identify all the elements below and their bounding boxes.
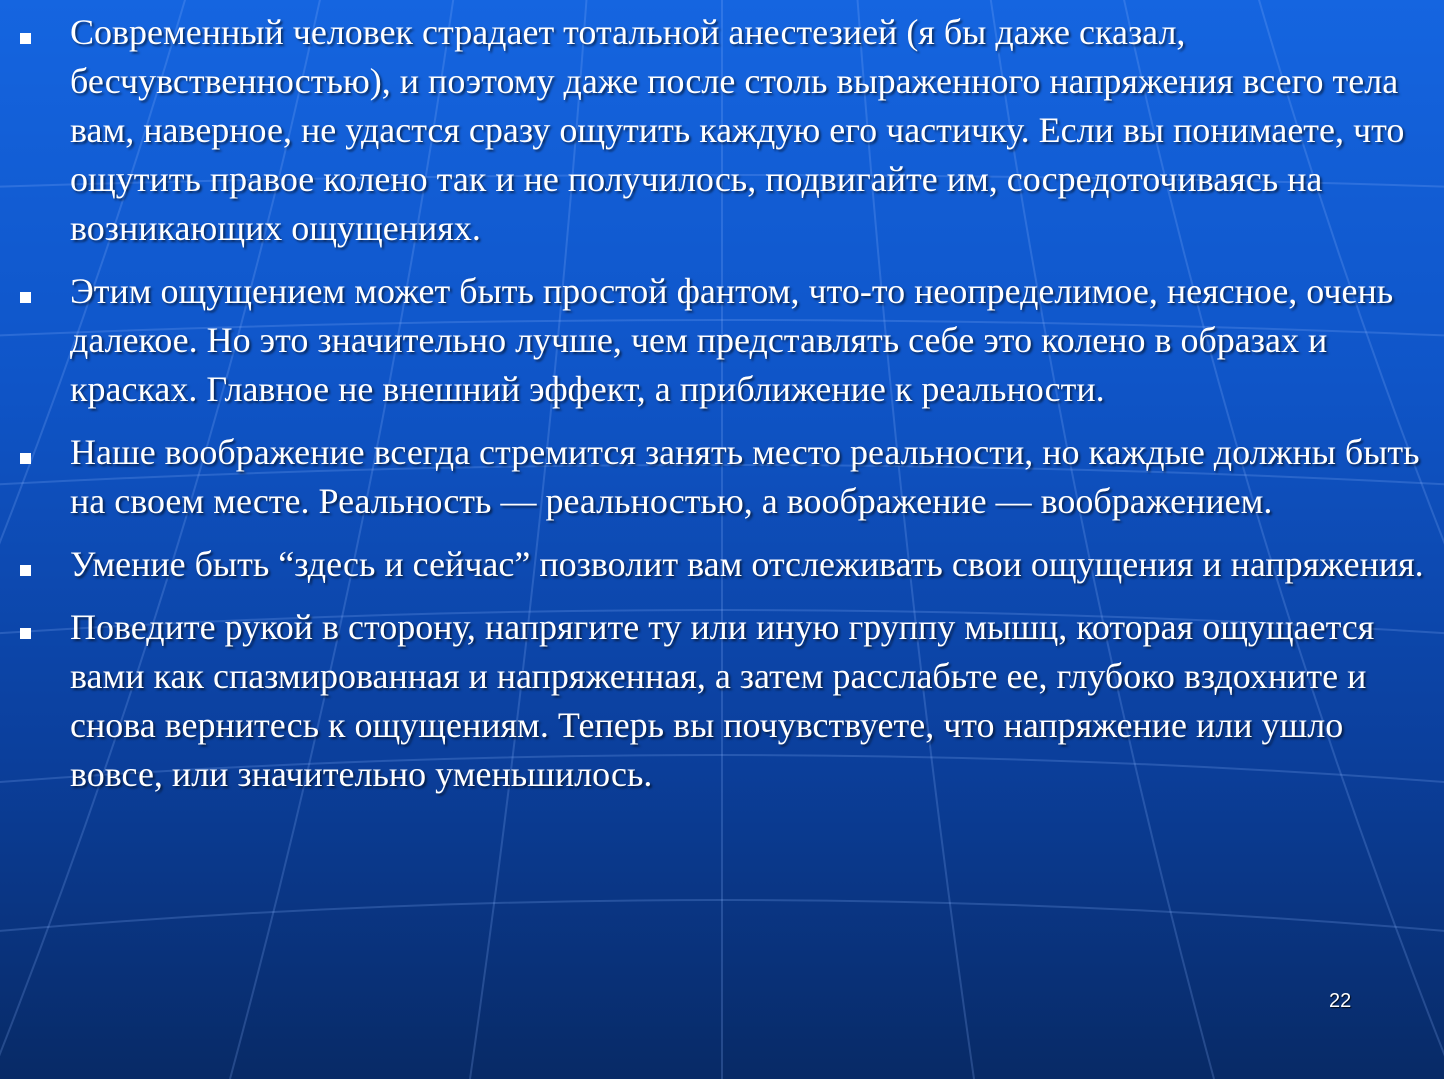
- bullet-item: [0, 428, 1444, 526]
- bullet-text: Поведите рукой в сторону, напрягите ту или иную группу мышц, которая ощущается вами как спазмированная и напряженная, а затем расслабьте ее, глубоко вздохните и снова вернитесь к ощущениям. Теперь вы почувствуете, что напряжение или ушло вовсе, или значительно уменьшилось.: [70, 607, 1375, 794]
- bullet-text: Этим ощущением может быть простой фантом, что-то неопределимое, неясное, очень далекое. Но это значительно лучше, чем представлять себе это колено в образах и красках. Главное не внешний эффект, а приближение к реальности.: [70, 271, 1394, 409]
- bullet-text: Наше воображение всегда стремится занять место реальности, но каждые должны быть на своем месте. Реальность — реальностью, а воображение — воображением.: [70, 432, 1420, 521]
- square-bullet-icon: [20, 565, 31, 576]
- bullet-item: [0, 603, 1444, 799]
- square-bullet-icon: [20, 628, 31, 639]
- bullet-item: [0, 8, 1444, 253]
- bullet-item: [0, 540, 1444, 589]
- bullet-text: Умение быть “здесь и сейчас” позволит вам отслеживать свои ощущения и напряжения.: [70, 544, 1424, 584]
- square-bullet-icon: [20, 453, 31, 464]
- bullet-list: [0, 8, 1444, 813]
- slide-page-number: 22: [1329, 990, 1352, 1012]
- square-bullet-icon: [20, 292, 31, 303]
- bullet-item: [0, 267, 1444, 414]
- square-bullet-icon: [20, 33, 31, 44]
- bullet-text: Современный человек страдает тотальной анестезией (я бы даже сказал, бесчувственностью), и поэтому даже после столь выраженного напряжения всего тела вам, наверное, не удастся сразу ощутить каждую его частичку. Если вы понимаете, что ощутить правое колено так и не получилось, подвигайте им, сосредоточиваясь на возникающих ощущениях.: [70, 12, 1405, 248]
